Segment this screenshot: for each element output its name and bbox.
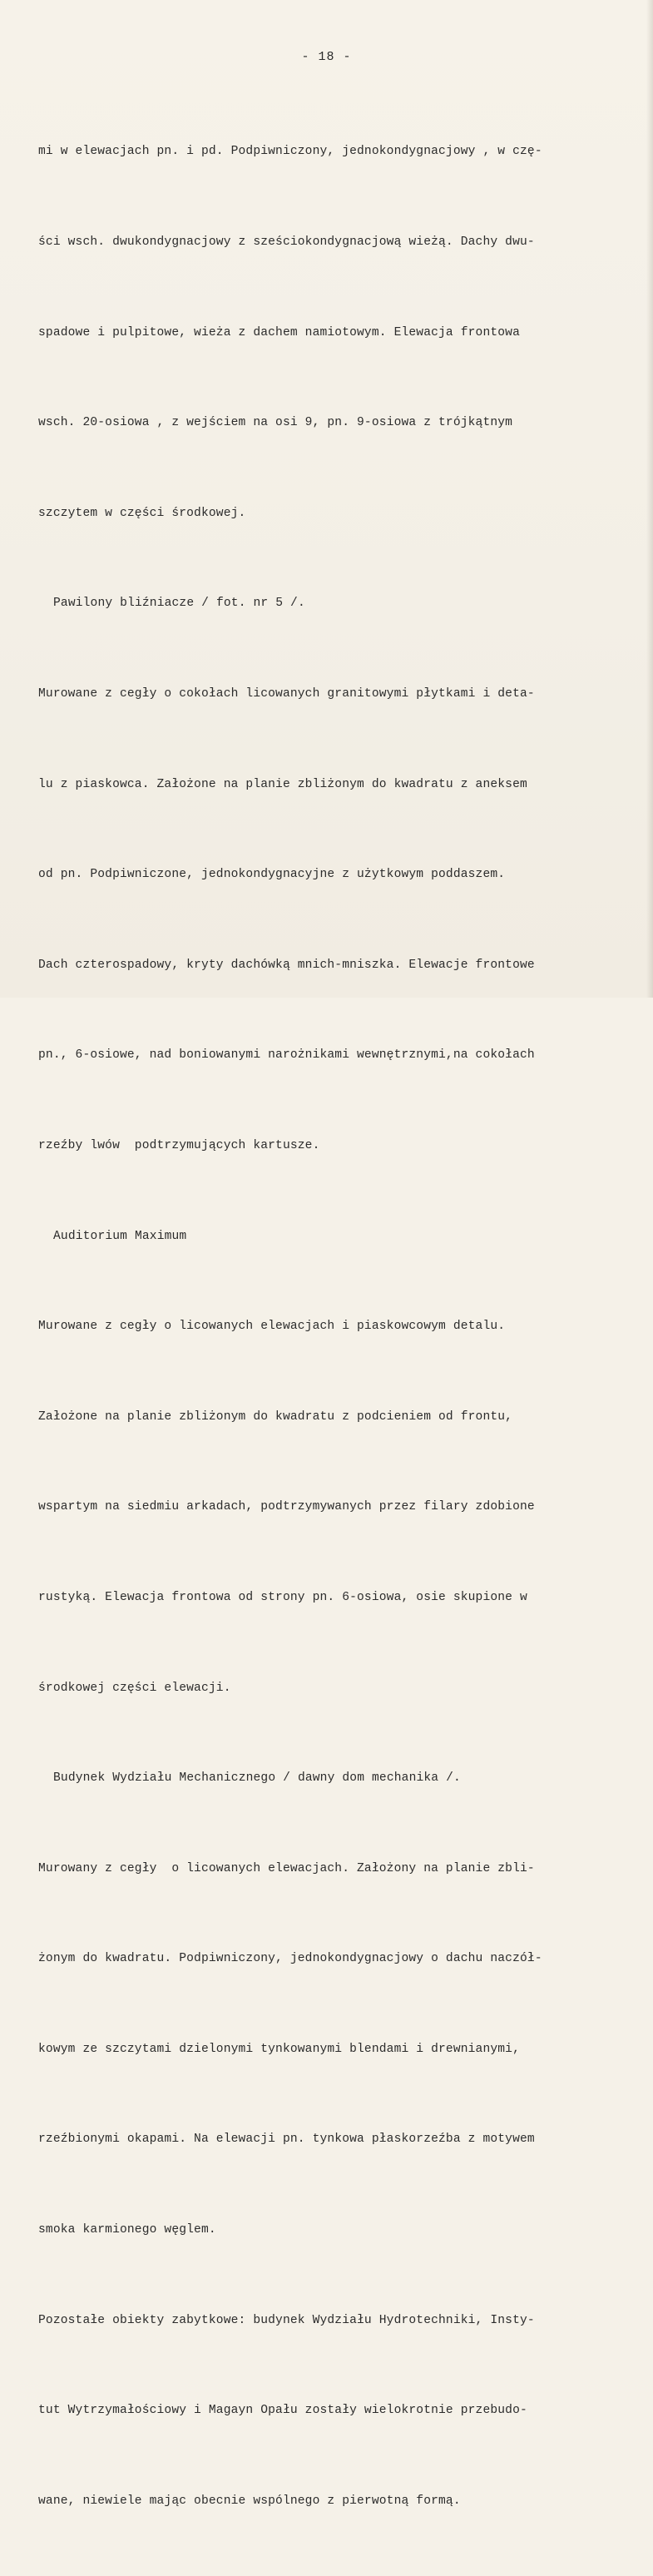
text-line: od pn. Podpiwniczone, jednokondygnacyjne z użytkowym poddaszem. xyxy=(38,868,506,882)
text-line: wspartym na siedmiu arkadach, podtrzymywanych przez filary zdobione xyxy=(38,1500,535,1514)
text-line: wsch. 20-osiowa , z wejściem na osi 9, pn. 9-osiowa z trójkątnym xyxy=(38,416,513,430)
text-line: pn., 6-osiowe, nad boniowanymi narożnikami wewnętrznymi,na cokołach xyxy=(38,1048,535,1063)
text-line: Założone na planie zbliżonym do kwadratu z podcieniem od frontu, xyxy=(38,1409,513,1424)
text-line: żonym do kwadratu. Podpiwniczony, jednokondygnacjowy o dachu naczół- xyxy=(38,1952,542,1966)
page-number: - 18 - xyxy=(301,50,352,64)
text-line: mi w elewacjach pn. i pd. Podpiwniczony, jednokondygnacjowy , w czę- xyxy=(38,145,542,159)
section-heading-auditorium: Auditorium Maximum xyxy=(53,1229,187,1243)
text-line: rzeźby lwów podtrzymujących kartusze. xyxy=(38,1138,320,1152)
page-edge-shadow xyxy=(646,0,653,998)
text-line: Dach czterospadowy, kryty dachówką mnich-mniszka. Elewacje frontowe xyxy=(38,958,535,972)
text-line: środkowej części elewacji. xyxy=(38,1681,231,1695)
text-line: tut Wytrzymałościowy i Magayn Opału zostały wielokrotnie przebudo- xyxy=(38,2404,527,2418)
text-line: szczytem w części środkowej. xyxy=(38,506,246,520)
text-line: wane, niewiele mając obecnie wspólnego z pierwotną formą. xyxy=(38,2494,461,2508)
text-line: Murowane z cegły o licowanych elewacjach i piaskowcowym detalu. xyxy=(38,1320,506,1334)
text-line: lu z piaskowca. Założone na planie zbliżonym do kwadratu z aneksem xyxy=(38,777,527,791)
text-line: smoka karmionego węglem. xyxy=(38,2223,216,2237)
body-text xyxy=(38,77,629,2576)
text-line: rzeźbionymi okapami. Na elewacji pn. tynkowa płaskorzeźba z motywem xyxy=(38,2133,535,2147)
text-line: kowym ze szczytami dzielonymi tynkowanymi blendami i drewnianymi, xyxy=(38,2042,520,2056)
section-heading-pawilony: Pawilony bliźniacze / fot. nr 5 /. xyxy=(53,597,305,611)
text-line: Murowany z cegły o licowanych elewacjach. Założony na planie zbli- xyxy=(38,1861,535,1875)
text-line: rustyką. Elewacja frontowa od strony pn. 6-osiowa, osie skupione w xyxy=(38,1590,527,1604)
text-line: Pozostałe obiekty zabytkowe: budynek Wydziału Hydrotechniki, Insty- xyxy=(38,2313,535,2327)
text-line: spadowe i pulpitowe, wieża z dachem namiotowym. Elewacja frontowa xyxy=(38,325,520,339)
text-line: Murowane z cegły o cokołach licowanych granitowymi płytkami i deta- xyxy=(38,686,535,701)
text-line: ści wsch. dwukondygnacjowy z sześciokondygnacjową wieżą. Dachy dwu- xyxy=(38,235,535,249)
section-heading-wydzial-mechaniczny: Budynek Wydziału Mechanicznego / dawny dom mechanika /. xyxy=(53,1771,461,1786)
